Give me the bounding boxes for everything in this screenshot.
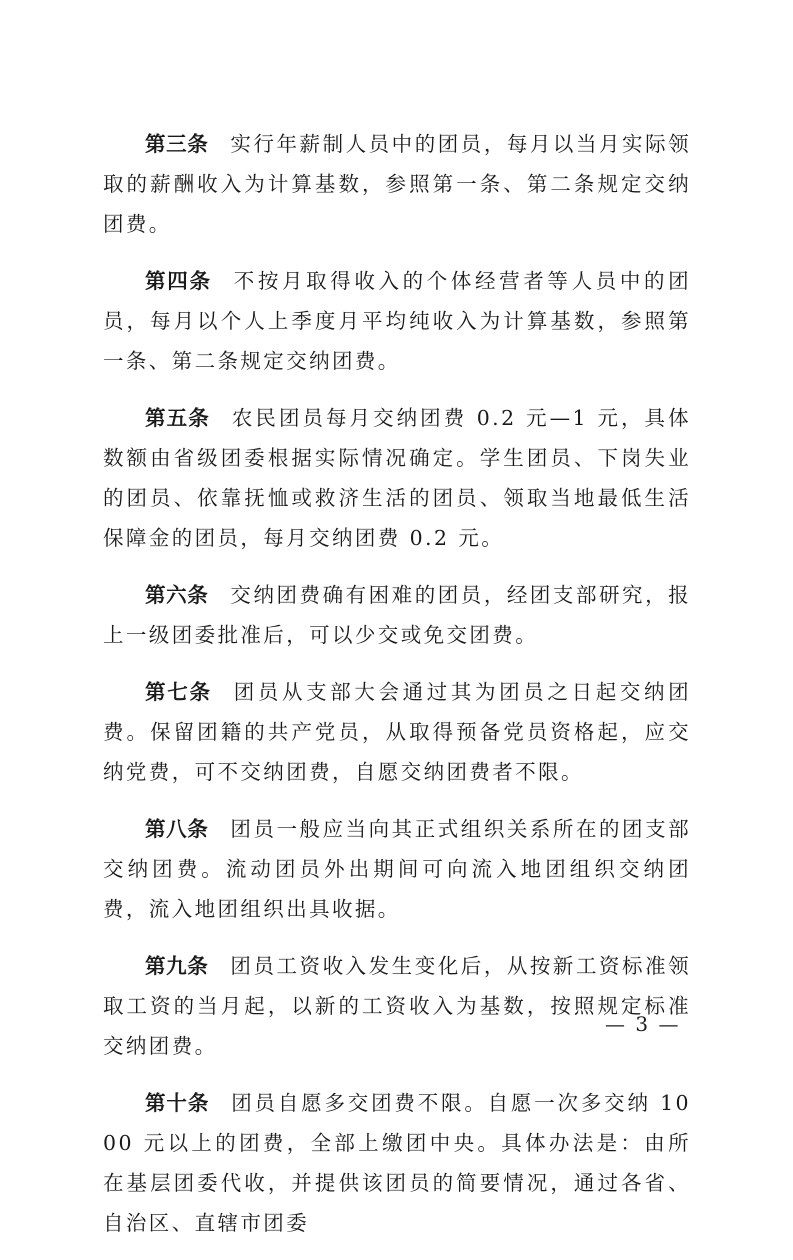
article-text: 团员自愿多交团费不限。自愿一次多交纳 1000 元以上的团费，全部上缴团中央。具体办法是：由所在基层团委代收，并提供该团员的简要情况，通过各省、自治区、直辖市团委 (103, 1091, 691, 1235)
article-number: 第五条 (145, 406, 210, 430)
article-number: 第八条 (145, 817, 209, 841)
article-3 (103, 124, 691, 244)
article-text: 交纳团费确有困难的团员，经团支部研究，报上一级团委批准后，可以少交或免交团费。 (103, 583, 692, 647)
article-text: 团员工资收入发生变化后，从按新工资标准领取工资的当月起，以新的工资收入为基数，按照规定标准交纳团费。 (103, 954, 692, 1058)
article-number: 第四条 (145, 269, 212, 293)
article-text: 农民团员每月交纳团费 0.2 元—1 元，具体数额由省级团委根据实际情况确定。学生团员、下岗失业的团员、依靠抚恤或救济生活的团员、领取当地最低生活保障金的团员，每月交纳团费 0.2 元。 (103, 406, 691, 550)
article-5 (103, 398, 691, 558)
article-4 (103, 261, 691, 381)
article-number: 第六条 (145, 583, 209, 607)
article-9 (103, 946, 691, 1066)
document-body (103, 124, 691, 1260)
article-text: 团员一般应当向其正式组织关系所在的团支部交纳团费。流动团员外出期间可向流入地团组织交纳团费，流入地团组织出具收据。 (103, 817, 692, 921)
article-number: 第十条 (145, 1091, 210, 1115)
article-8 (103, 809, 691, 929)
article-number: 第九条 (145, 954, 209, 978)
article-number: 第三条 (145, 132, 209, 156)
article-text: 实行年薪制人员中的团员，每月以当月实际领取的薪酬收入为计算基数，参照第一条、第二条规定交纳团费。 (103, 132, 692, 236)
article-text: 不按月取得收入的个体经营者等人员中的团员，每月以个人上季度月平均纯收入为计算基数，参照第一条、第二条规定交纳团费。 (103, 269, 691, 373)
article-7 (103, 672, 691, 792)
article-text: 团员从支部大会通过其为团员之日起交纳团费。保留团籍的共产党员，从取得预备党员资格起，应交纳党费，可不交纳团费，自愿交纳团费者不限。 (103, 680, 691, 784)
article-number: 第七条 (145, 680, 212, 704)
article-6 (103, 575, 691, 655)
article-10 (103, 1083, 691, 1243)
page-number: — 3 — (605, 1012, 681, 1036)
